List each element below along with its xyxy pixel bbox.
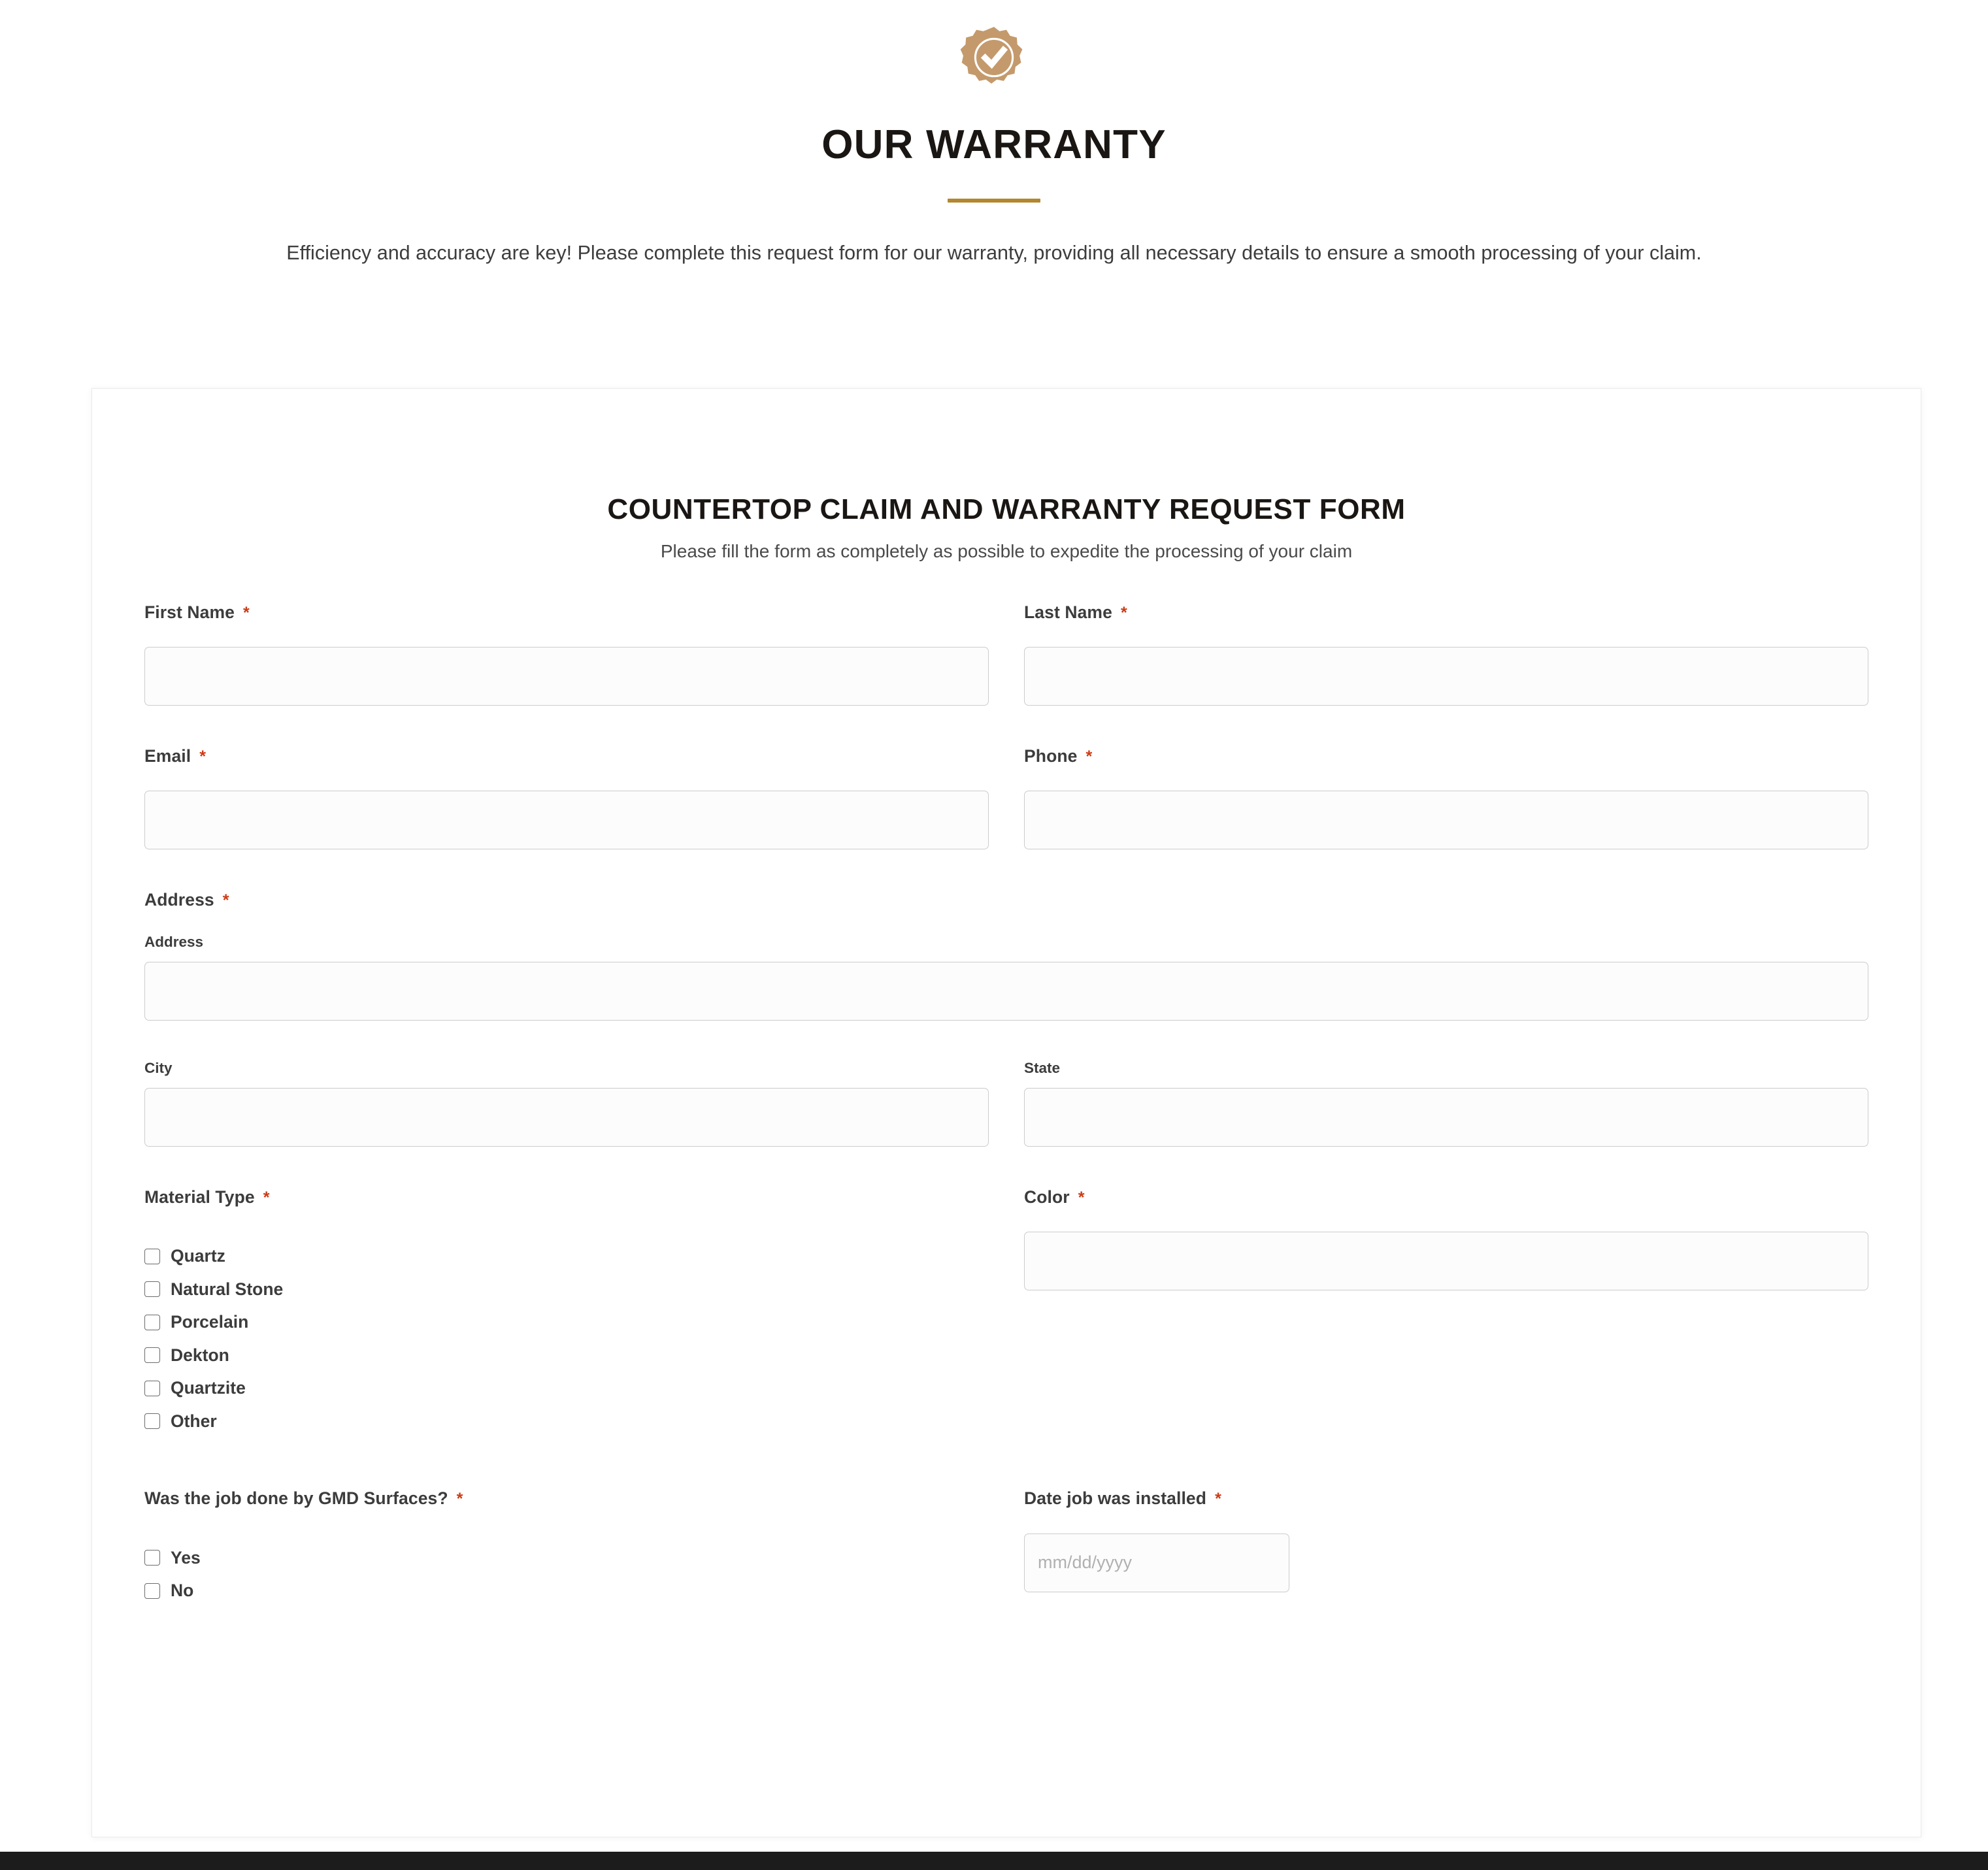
field-job-by-gmd [144,1487,989,1599]
checkbox-porcelain[interactable] [144,1313,989,1331]
checkbox-label: No [171,1581,194,1601]
required-asterisk-icon: * [263,1188,270,1207]
material-type-checkbox-group [144,1247,989,1430]
job-by-gmd-checkbox-group [144,1549,989,1599]
checkbox-dekton[interactable] [144,1347,989,1364]
warranty-form-card [91,388,1921,1837]
phone-label-text: Phone [1024,746,1078,766]
install-date-label-text: Date job was installed [1024,1488,1207,1509]
field-color [1024,1186,1868,1430]
field-material-type [144,1186,989,1430]
row-address-city-state [144,1060,1868,1147]
row-address-street [144,934,1868,1021]
field-phone [1024,745,1868,849]
row-name [144,601,1868,706]
checkbox-gmd-yes[interactable] [144,1549,989,1567]
page-title: OUR WARRANTY [821,122,1167,167]
city-input[interactable] [144,1088,989,1147]
checkbox-box-icon[interactable] [144,1315,160,1330]
state-sub-label: State [1024,1059,1061,1076]
checkbox-label: Other [171,1411,217,1431]
row-address-heading [144,889,1868,911]
field-last-name [1024,601,1868,706]
checkbox-box-icon[interactable] [144,1249,160,1264]
city-sub-label: City [144,1059,173,1076]
email-label [144,745,989,767]
form-subtitle: Please fill the form as completely as possible to expedite the processing of your claim [660,540,1353,561]
required-asterisk-icon: * [199,747,207,766]
form-title: COUNTERTOP CLAIM AND WARRANTY REQUEST FORM [607,493,1406,525]
page-bottom-bar [0,1852,1988,1870]
install-date-label [1024,1487,1868,1509]
phone-input[interactable] [1024,791,1868,849]
color-input[interactable] [1024,1232,1868,1290]
required-asterisk-icon: * [1085,747,1093,766]
row-gmd-date [144,1487,1868,1599]
checkbox-label: Yes [171,1547,201,1567]
last-name-label-text: Last Name [1024,602,1112,622]
street-input[interactable] [144,962,1868,1021]
checkbox-quartzite[interactable] [144,1379,989,1397]
field-email [144,745,989,849]
phone-label [1024,745,1868,767]
title-divider [948,199,1040,203]
checkbox-box-icon[interactable] [144,1347,160,1363]
checkbox-label: Quartzite [171,1378,246,1398]
checkbox-gmd-no[interactable] [144,1582,989,1599]
field-first-name [144,601,989,706]
material-type-label-text: Material Type [144,1187,255,1207]
checkbox-box-icon[interactable] [144,1583,160,1599]
field-address-group [144,889,1868,911]
required-asterisk-icon: * [1078,1188,1085,1207]
first-name-label [144,601,989,623]
first-name-input[interactable] [144,647,989,706]
email-input[interactable] [144,791,989,849]
hero-section [0,0,1988,269]
last-name-label [1024,601,1868,623]
job-by-gmd-label-text: Was the job done by GMD Surfaces? [144,1488,448,1509]
required-asterisk-icon: * [242,603,250,622]
checkbox-label: Porcelain [171,1312,249,1332]
address-label [144,889,1868,911]
checkbox-box-icon[interactable] [144,1381,160,1396]
required-asterisk-icon: * [456,1490,463,1509]
state-input[interactable] [1024,1088,1868,1147]
checkbox-box-icon[interactable] [144,1550,160,1566]
hero-subtitle: Efficiency and accuracy are key! Please complete this request form for our warranty, providing all necessary details to ensure a smooth processing of your claim. [286,242,1702,265]
checkbox-quartz[interactable] [144,1247,989,1265]
required-asterisk-icon: * [1215,1490,1221,1509]
job-by-gmd-label [144,1487,989,1509]
row-contact [144,745,1868,849]
checkbox-box-icon[interactable] [144,1413,160,1429]
field-state [1024,1060,1868,1147]
checkbox-label: Quartz [171,1246,225,1266]
field-install-date [1024,1487,1868,1599]
field-street [144,934,1868,1021]
last-name-input[interactable] [1024,647,1868,706]
email-label-text: Email [144,746,191,766]
checkbox-box-icon[interactable] [144,1281,160,1297]
verified-badge-icon [960,24,1028,91]
color-label-text: Color [1024,1187,1070,1207]
checkbox-label: Natural Stone [171,1279,284,1299]
field-city [144,1060,989,1147]
color-label [1024,1186,1868,1208]
install-date-input[interactable] [1024,1534,1289,1592]
address-label-text: Address [144,890,214,910]
checkbox-label: Dekton [171,1345,229,1365]
material-type-label [144,1186,989,1208]
street-sub-label: Address [144,933,204,950]
checkbox-natural-stone[interactable] [144,1281,989,1298]
checkbox-other[interactable] [144,1413,989,1430]
required-asterisk-icon: * [222,891,229,910]
required-asterisk-icon: * [1120,603,1127,622]
row-material-color [144,1186,1868,1430]
first-name-label-text: First Name [144,602,235,622]
